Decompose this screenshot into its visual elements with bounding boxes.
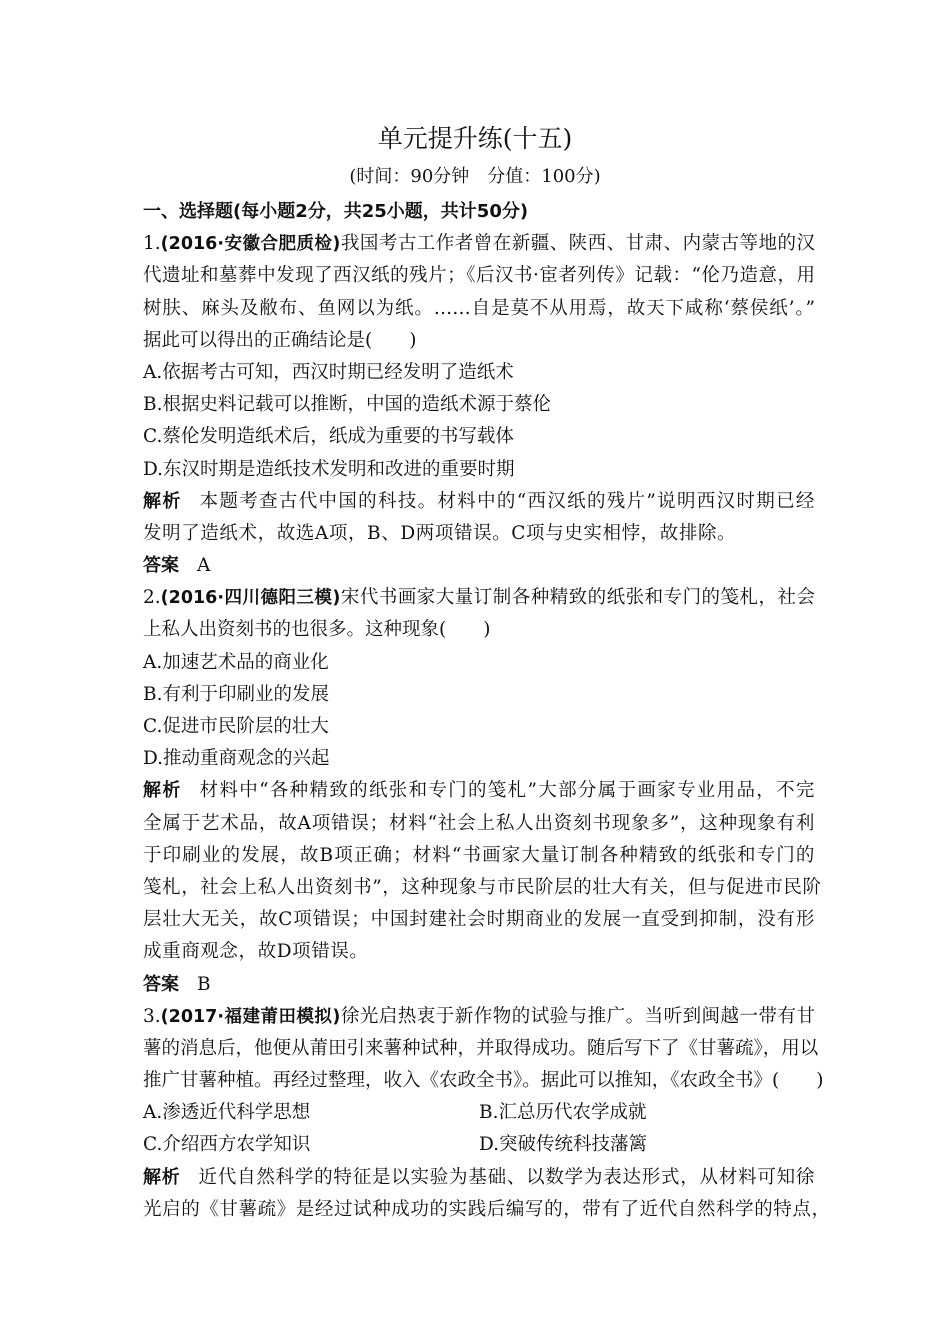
analysis-line: 全属于艺术品，故A项错误；材料“社会上私人出资刻书现象多”，这种现象有利 — [143, 812, 815, 834]
question-source: (2017·福建莆田模拟) — [160, 1006, 341, 1027]
question-stem-line: 推广甘薯种植。再经过整理，收入《农政全书》。据此可以推知，《农政全书》( ) — [143, 1070, 824, 1092]
question-number: 3. — [143, 1005, 161, 1027]
question-number: 1. — [143, 233, 161, 255]
question-stem-line — [143, 228, 815, 260]
question-source: (2016·四川德阳三模) — [160, 588, 341, 609]
option-row — [143, 1097, 815, 1129]
analysis-text: 本题考查古代中国的科技。材料中的“西汉纸的残片”说明西汉时期已经 — [199, 490, 815, 512]
analysis-line — [143, 1162, 815, 1194]
analysis-label: 解析 — [143, 490, 182, 512]
answer-label: 答案 — [143, 555, 179, 577]
stem-text: 我国考古工作者曾在新疆、陕西、甘肃、内蒙古等地的汉 — [340, 233, 815, 255]
answer-label: 答案 — [143, 973, 179, 995]
option-d: D.东汉时期是造纸技术发明和改进的重要时期 — [143, 458, 515, 480]
option-d: D.突破传统科技藩篱 — [479, 1134, 648, 1156]
analysis-label: 解析 — [143, 1166, 181, 1188]
analysis-line: 笺札，社会上私人出资刻书”，这种现象与市民阶层的壮大有关，但与促进市民阶 — [143, 876, 822, 898]
analysis-line: 发明了造纸术，故选A项，B、D两项错误。C项与史实相悖，故排除。 — [143, 522, 737, 544]
option-a: A.依据考古可知，西汉时期已经发明了造纸术 — [143, 361, 514, 383]
page-subtitle: (时间：90分钟 分值：100分) — [349, 166, 601, 187]
answer-line — [143, 969, 815, 1001]
question-stem-line — [143, 1001, 815, 1033]
answer-value: A — [197, 555, 211, 577]
answer-line — [143, 550, 815, 582]
stem-text: 徐光启热衷于新作物的试验与推广。当听到闽越一带有甘 — [340, 1005, 815, 1027]
option-c: C.蔡伦发明造纸术后，纸成为重要的书写载体 — [143, 426, 514, 448]
analysis-line: 层壮大无关，故C项错误；中国封建社会时期商业的发展一直受到抑制，没有形 — [143, 909, 815, 931]
option-b: B.汇总历代农学成就 — [479, 1102, 647, 1124]
option-b: B.有利于印刷业的发展 — [143, 683, 329, 705]
question-stem-line: 薯的消息后，他便从莆田引来薯种试种，并取得成功。随后写下了《甘薯疏》，用以 — [143, 1037, 819, 1059]
question-stem-line: 上私人出资刻书的也很多。这种现象( ) — [143, 619, 491, 641]
option-d: D.推动重商观念的兴起 — [143, 748, 330, 770]
analysis-text: 近代自然科学的特征是以实验为基础、以数学为表达形式，从材料可知徐 — [198, 1166, 816, 1188]
document-body — [143, 196, 831, 1226]
question-stem-line: 据此可以得出的正确结论是( ) — [143, 329, 417, 351]
option-b: B.根据史料记载可以推断，中国的造纸术源于蔡伦 — [143, 394, 551, 416]
analysis-line — [143, 486, 815, 518]
option-row — [143, 1129, 815, 1161]
analysis-label: 解析 — [143, 780, 182, 802]
question-stem-line: 代遗址和墓葬中发现了西汉纸的残片；《后汉书·宦者列传》记载：“伦乃造意，用 — [143, 265, 815, 287]
answer-value: B — [197, 973, 211, 995]
option-c: C.促进市民阶层的壮大 — [143, 716, 329, 737]
question-stem-line — [143, 582, 815, 614]
page-title: 单元提升练(十五) — [377, 124, 573, 153]
question-3 — [143, 1001, 831, 1226]
question-1 — [143, 228, 815, 582]
section-heading: 一、选择题(每小题2分，共25小题，共计50分) — [143, 201, 529, 222]
option-c: C.介绍西方农学知识 — [143, 1134, 311, 1156]
analysis-line: 光启的《甘薯疏》是经过试种成功的实践后编写的，带有了近代自然科学的特点， — [143, 1198, 831, 1220]
question-stem-line: 树肤、麻头及敝布、鱼网以为纸。……自是莫不从用焉，故天下咸称‘蔡侯纸’。” — [143, 297, 815, 319]
analysis-text: 材料中“各种精致的纸张和专门的笺札”大部分属于画家专业用品，不完 — [199, 780, 815, 802]
option-a: A.渗透近代科学思想 — [143, 1102, 311, 1124]
question-2 — [143, 582, 822, 1000]
analysis-line — [143, 775, 815, 807]
question-source: (2016·安徽合肥质检) — [160, 234, 341, 255]
question-number: 2. — [143, 587, 161, 609]
analysis-line: 成重商观念，故D项错误。 — [143, 941, 369, 963]
stem-text: 宋代书画家大量订制各种精致的纸张和专门的笺札，社会 — [340, 587, 815, 609]
analysis-line: 于印刷业的发展，故B项正确；材料“书画家大量订制各种精致的纸张和专门的 — [143, 844, 815, 866]
option-a: A.加速艺术品的商业化 — [143, 651, 329, 673]
